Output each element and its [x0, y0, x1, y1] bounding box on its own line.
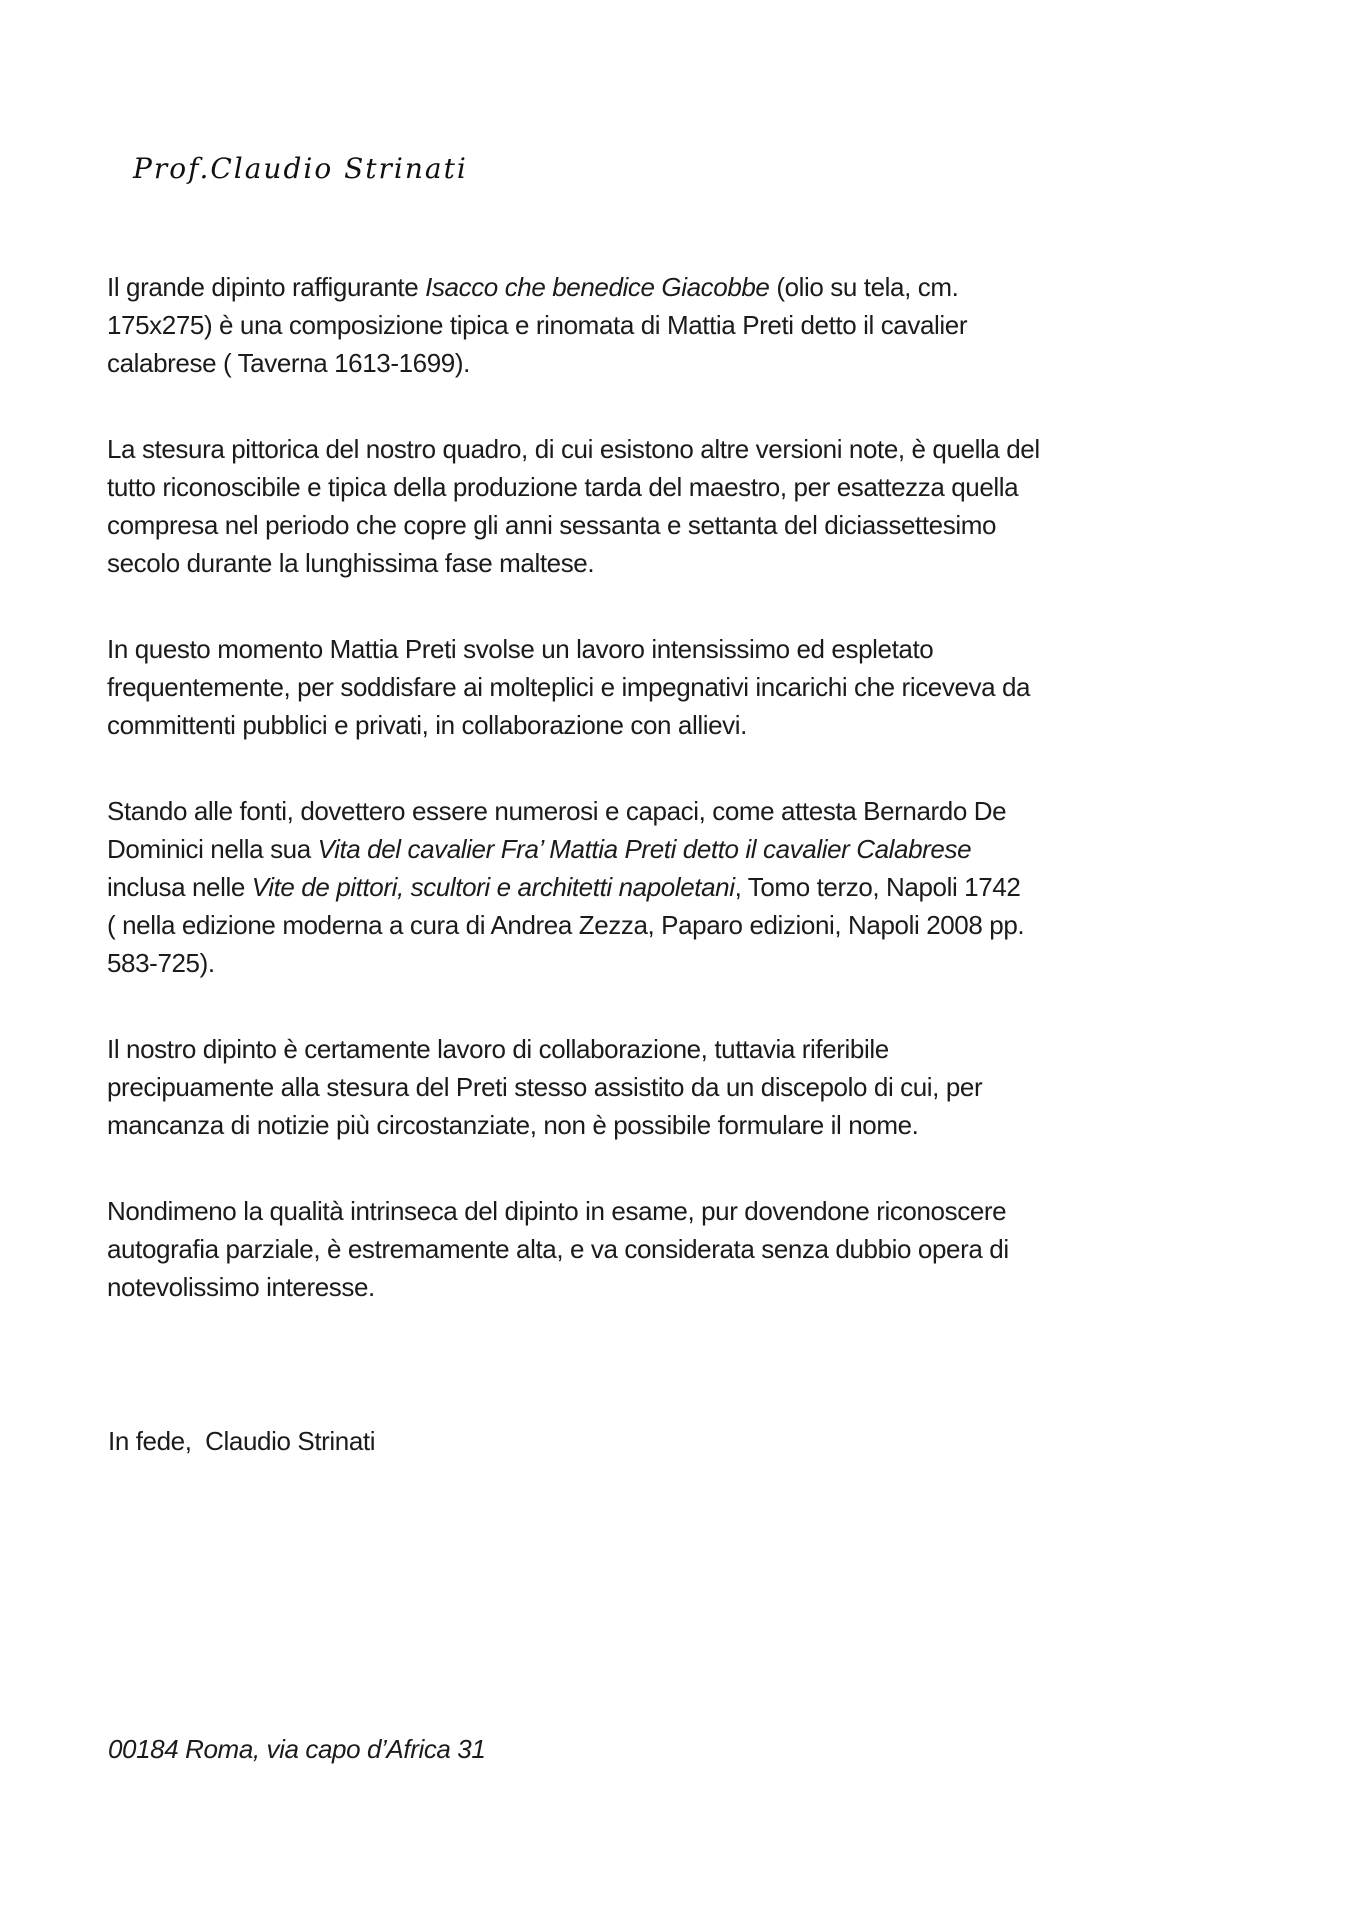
paragraph [107, 268, 1287, 382]
text-run: 175x275) è una composizione tipica e rinomata di Mattia Preti detto il cavalier [107, 310, 968, 340]
text-run: frequentemente, per soddisfare ai molteplici e impegnativi incarichi che riceveva da [107, 672, 1031, 702]
text-run: Nondimeno la qualità intrinseca del dipinto in esame, pur dovendone riconoscere [107, 1196, 1007, 1226]
text-run: ( nella edizione moderna a cura di Andrea Zezza, Paparo edizioni, Napoli 2008 pp. [107, 910, 1025, 940]
text-run: In questo momento Mattia Preti svolse un lavoro intensissimo ed espletato [107, 634, 934, 664]
text-run: committenti pubblici e privati, in collaborazione con allievi. [107, 710, 747, 740]
paragraph [107, 430, 1287, 582]
paragraph [107, 1192, 1287, 1306]
text-run: Il grande dipinto raffigurante [107, 272, 426, 302]
letter-body [107, 268, 1287, 1354]
footer-address: 00184 Roma, via capo d’Africa 31 [108, 1734, 486, 1764]
text-run: inclusa nelle [107, 872, 252, 902]
text-run: calabrese ( Taverna 1613-1699). [107, 348, 470, 378]
text-run: compresa nel periodo che copre gli anni sessanta e settanta del diciassettesimo [107, 510, 997, 540]
text-run: notevolissimo interesse. [107, 1272, 375, 1302]
text-run: Dominici nella sua [107, 834, 318, 864]
text-run: Stando alle fonti, dovettero essere numerosi e capaci, come attesta Bernardo De [107, 796, 1007, 826]
text-run: mancanza di notizie più circostanziate, non è possibile formulare il nome. [107, 1110, 919, 1140]
text-run: precipuamente alla stesura del Preti stesso assistito da un discepolo di cui, per [107, 1072, 983, 1102]
text-run: secolo durante la lunghissima fase maltese. [107, 548, 595, 578]
text-run: La stesura pittorica del nostro quadro, di cui esistono altre versioni note, è quella del [107, 434, 1040, 464]
italic-run: Vite de pittori, scultori e architetti napoletani [251, 872, 735, 902]
paragraph [107, 1030, 1287, 1144]
text-run: Il nostro dipinto è certamente lavoro di collaborazione, tuttavia riferibile [107, 1034, 889, 1064]
text-run: , Tomo terzo, Napoli 1742 [734, 872, 1021, 902]
signoff-line: In fede, Claudio Strinati [108, 1426, 376, 1456]
text-run: (olio su tela, cm. [769, 272, 959, 302]
italic-run: Isacco che benedice Giacobbe [425, 272, 770, 302]
text-run: tutto riconoscibile e tipica della produzione tarda del maestro, per esattezza quella [107, 472, 1019, 502]
paragraph [107, 630, 1287, 744]
paragraph [107, 792, 1287, 982]
letterhead-signature: Prof.Claudio Strinati [133, 152, 468, 185]
italic-run: Vita del cavalier Fra’ Mattia Preti detto il cavalier Calabrese [317, 834, 972, 864]
text-run: 583-725). [107, 948, 215, 978]
text-run: autografia parziale, è estremamente alta, e va considerata senza dubbio opera di [107, 1234, 1009, 1264]
